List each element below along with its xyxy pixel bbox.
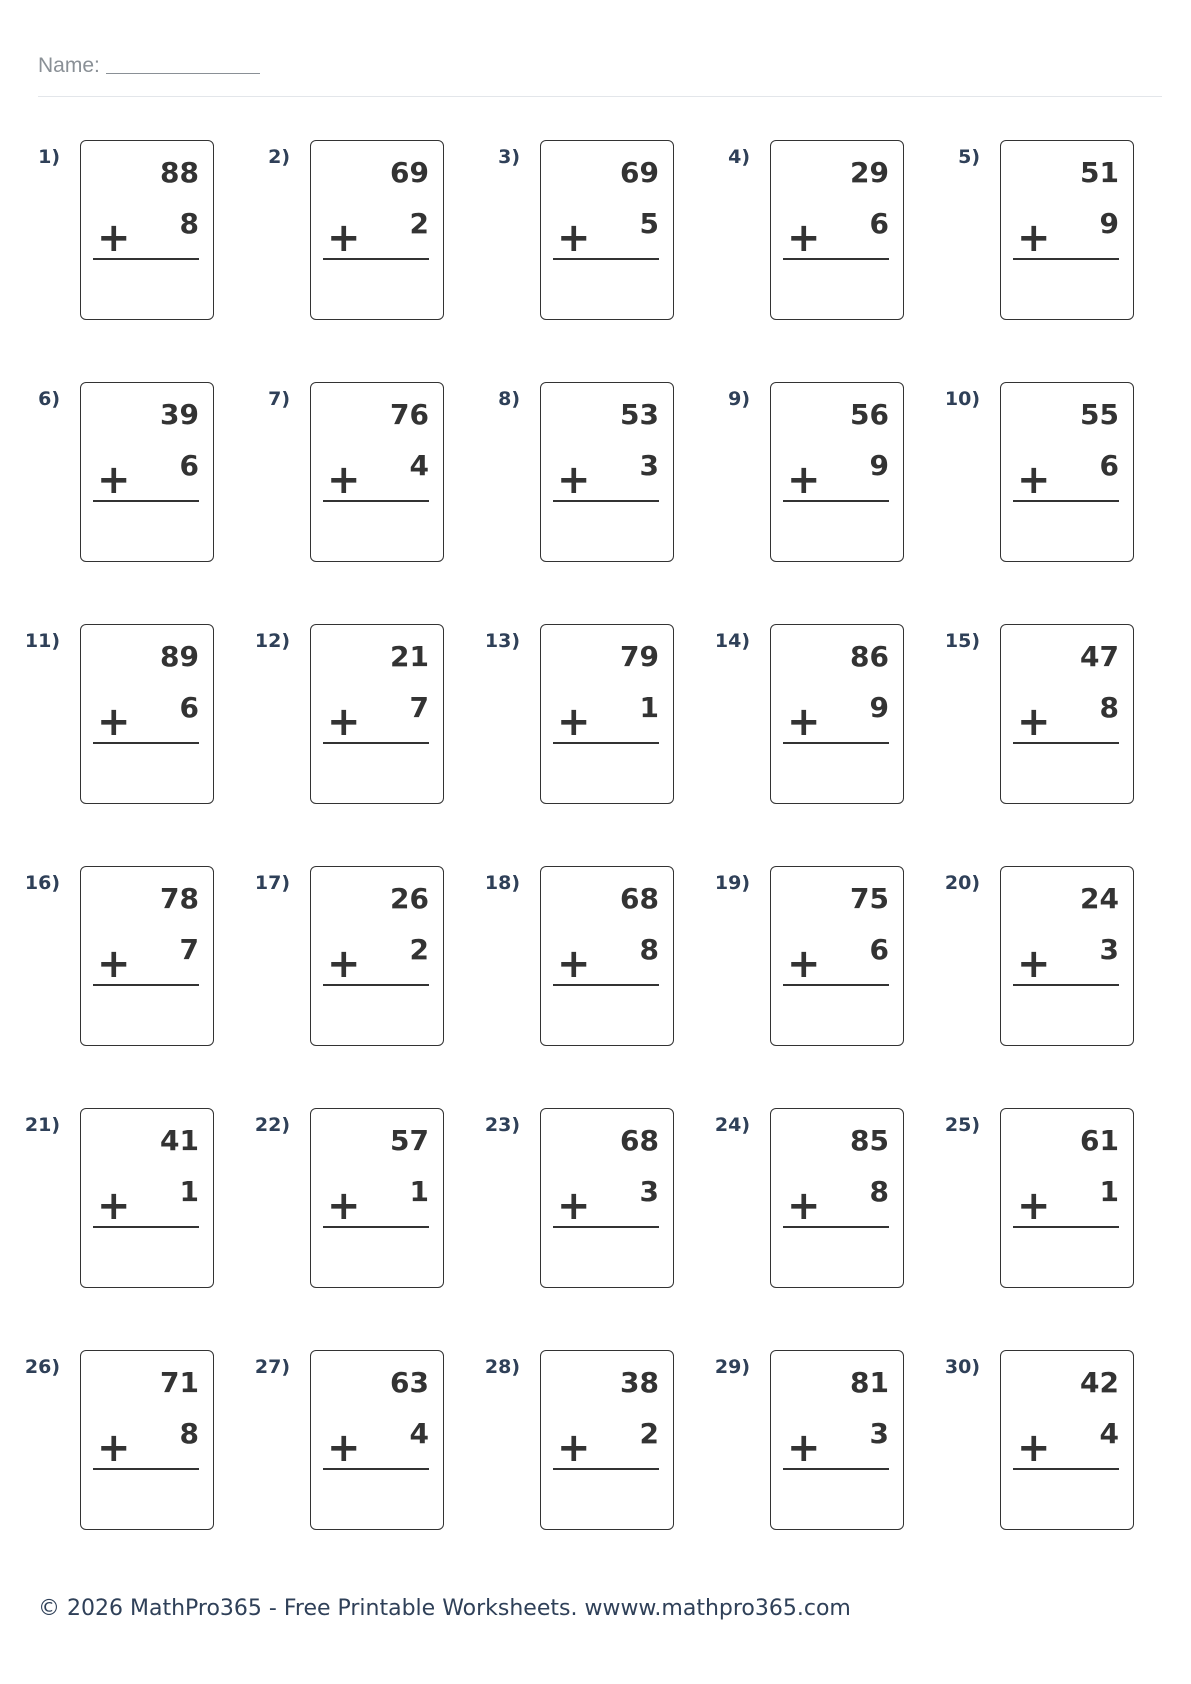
answer-line bbox=[553, 742, 659, 744]
addend-bottom: 4 bbox=[409, 449, 429, 482]
addend-bottom: 6 bbox=[179, 691, 199, 724]
addend-bottom: 2 bbox=[639, 1417, 659, 1450]
answer-line bbox=[323, 258, 429, 260]
problem-item bbox=[690, 1098, 890, 1288]
plus-sign: + bbox=[557, 1425, 591, 1471]
problem-number: 16) bbox=[24, 872, 60, 894]
plus-sign: + bbox=[97, 215, 131, 261]
problem-item bbox=[690, 1340, 890, 1530]
problem-card[interactable] bbox=[310, 866, 444, 1046]
addend-top: 41 bbox=[160, 1124, 199, 1157]
answer-line bbox=[553, 258, 659, 260]
problem-card[interactable] bbox=[310, 1108, 444, 1288]
problem-number: 27) bbox=[254, 1356, 290, 1378]
problem-number: 26) bbox=[24, 1356, 60, 1378]
addend-top: 47 bbox=[1080, 640, 1119, 673]
answer-line bbox=[93, 1226, 199, 1228]
answer-line bbox=[323, 984, 429, 986]
problem-item bbox=[460, 372, 660, 562]
problem-item bbox=[920, 856, 1120, 1046]
addend-top: 56 bbox=[850, 398, 889, 431]
problem-card[interactable] bbox=[310, 624, 444, 804]
addend-top: 38 bbox=[620, 1366, 659, 1399]
problem-card[interactable] bbox=[310, 140, 444, 320]
addend-top: 26 bbox=[390, 882, 429, 915]
answer-line bbox=[1013, 984, 1119, 986]
problem-item bbox=[230, 856, 430, 1046]
plus-sign: + bbox=[1017, 1425, 1051, 1471]
answer-line bbox=[783, 1468, 889, 1470]
problem-number: 6) bbox=[38, 388, 60, 410]
plus-sign: + bbox=[557, 1183, 591, 1229]
addend-bottom: 1 bbox=[1099, 1175, 1119, 1208]
problem-card[interactable] bbox=[1000, 1350, 1134, 1530]
problem-card[interactable] bbox=[1000, 140, 1134, 320]
problem-item bbox=[0, 856, 200, 1046]
addend-top: 85 bbox=[850, 1124, 889, 1157]
problem-item bbox=[0, 1340, 200, 1530]
problem-card[interactable] bbox=[80, 1108, 214, 1288]
addend-top: 79 bbox=[620, 640, 659, 673]
problem-item bbox=[460, 130, 660, 320]
answer-line bbox=[553, 1226, 659, 1228]
addend-bottom: 9 bbox=[869, 449, 889, 482]
problem-card[interactable] bbox=[80, 624, 214, 804]
addend-bottom: 3 bbox=[869, 1417, 889, 1450]
addend-top: 69 bbox=[390, 156, 429, 189]
problem-item bbox=[0, 372, 200, 562]
addend-top: 61 bbox=[1080, 1124, 1119, 1157]
problem-number: 25) bbox=[944, 1114, 980, 1136]
answer-line bbox=[553, 500, 659, 502]
addend-bottom: 4 bbox=[1099, 1417, 1119, 1450]
answer-line bbox=[323, 1226, 429, 1228]
plus-sign: + bbox=[327, 215, 361, 261]
addend-top: 57 bbox=[390, 1124, 429, 1157]
problem-item bbox=[690, 130, 890, 320]
problem-number: 2) bbox=[268, 146, 290, 168]
problem-item bbox=[920, 130, 1120, 320]
addend-bottom: 1 bbox=[639, 691, 659, 724]
problem-card[interactable] bbox=[540, 866, 674, 1046]
addend-bottom: 9 bbox=[1099, 207, 1119, 240]
problem-card[interactable] bbox=[540, 624, 674, 804]
problem-card[interactable] bbox=[1000, 624, 1134, 804]
problem-number: 10) bbox=[944, 388, 980, 410]
problem-card[interactable] bbox=[770, 1350, 904, 1530]
problem-card[interactable] bbox=[80, 140, 214, 320]
addend-bottom: 4 bbox=[409, 1417, 429, 1450]
answer-line bbox=[783, 258, 889, 260]
answer-line bbox=[323, 500, 429, 502]
problem-item bbox=[920, 1340, 1120, 1530]
addend-top: 81 bbox=[850, 1366, 889, 1399]
plus-sign: + bbox=[557, 699, 591, 745]
addend-bottom: 6 bbox=[869, 207, 889, 240]
plus-sign: + bbox=[787, 215, 821, 261]
plus-sign: + bbox=[1017, 215, 1051, 261]
problem-card[interactable] bbox=[540, 1350, 674, 1530]
addend-bottom: 7 bbox=[409, 691, 429, 724]
addend-top: 68 bbox=[620, 882, 659, 915]
problem-card[interactable] bbox=[770, 1108, 904, 1288]
addend-bottom: 3 bbox=[1099, 933, 1119, 966]
answer-line bbox=[93, 742, 199, 744]
answer-line bbox=[93, 258, 199, 260]
problem-card[interactable] bbox=[310, 1350, 444, 1530]
footer-copyright: © 2026 MathPro365 - Free Printable Worksheets. wwww.mathpro365.com bbox=[38, 1596, 851, 1621]
problem-number: 3) bbox=[498, 146, 520, 168]
addend-bottom: 2 bbox=[409, 933, 429, 966]
problem-card[interactable] bbox=[310, 382, 444, 562]
answer-line bbox=[1013, 500, 1119, 502]
problem-number: 29) bbox=[714, 1356, 750, 1378]
addend-top: 24 bbox=[1080, 882, 1119, 915]
problem-card[interactable] bbox=[1000, 1108, 1134, 1288]
addend-top: 53 bbox=[620, 398, 659, 431]
answer-line bbox=[783, 742, 889, 744]
plus-sign: + bbox=[1017, 699, 1051, 745]
answer-line bbox=[323, 1468, 429, 1470]
problem-item bbox=[0, 1098, 200, 1288]
problem-number: 11) bbox=[24, 630, 60, 652]
answer-line bbox=[323, 742, 429, 744]
answer-line bbox=[783, 500, 889, 502]
problem-card[interactable] bbox=[540, 1108, 674, 1288]
answer-line bbox=[1013, 1226, 1119, 1228]
answer-line bbox=[93, 500, 199, 502]
problem-number: 8) bbox=[498, 388, 520, 410]
problem-number: 30) bbox=[944, 1356, 980, 1378]
plus-sign: + bbox=[327, 457, 361, 503]
addend-bottom: 5 bbox=[639, 207, 659, 240]
plus-sign: + bbox=[787, 1425, 821, 1471]
addend-top: 75 bbox=[850, 882, 889, 915]
answer-line bbox=[1013, 742, 1119, 744]
problem-number: 1) bbox=[38, 146, 60, 168]
problem-card[interactable] bbox=[80, 382, 214, 562]
problem-number: 12) bbox=[254, 630, 290, 652]
addend-bottom: 8 bbox=[179, 1417, 199, 1450]
addend-top: 21 bbox=[390, 640, 429, 673]
worksheet-header bbox=[38, 48, 1162, 97]
name-blank-line[interactable] bbox=[106, 73, 260, 74]
plus-sign: + bbox=[97, 457, 131, 503]
problem-item bbox=[230, 372, 430, 562]
problem-number: 22) bbox=[254, 1114, 290, 1136]
problem-card[interactable] bbox=[540, 140, 674, 320]
addend-bottom: 1 bbox=[179, 1175, 199, 1208]
addend-bottom: 3 bbox=[639, 449, 659, 482]
answer-line bbox=[553, 1468, 659, 1470]
problem-number: 17) bbox=[254, 872, 290, 894]
plus-sign: + bbox=[557, 457, 591, 503]
addend-top: 86 bbox=[850, 640, 889, 673]
problem-item bbox=[230, 1340, 430, 1530]
problem-item bbox=[0, 614, 200, 804]
problem-number: 28) bbox=[484, 1356, 520, 1378]
addend-top: 63 bbox=[390, 1366, 429, 1399]
problem-number: 9) bbox=[728, 388, 750, 410]
addend-top: 71 bbox=[160, 1366, 199, 1399]
plus-sign: + bbox=[1017, 941, 1051, 987]
plus-sign: + bbox=[787, 941, 821, 987]
problem-number: 5) bbox=[958, 146, 980, 168]
problem-number: 19) bbox=[714, 872, 750, 894]
plus-sign: + bbox=[1017, 457, 1051, 503]
addend-top: 69 bbox=[620, 156, 659, 189]
addend-bottom: 8 bbox=[639, 933, 659, 966]
problem-card[interactable] bbox=[1000, 382, 1134, 562]
problem-number: 24) bbox=[714, 1114, 750, 1136]
addend-top: 89 bbox=[160, 640, 199, 673]
answer-line bbox=[1013, 258, 1119, 260]
addend-bottom: 8 bbox=[1099, 691, 1119, 724]
answer-line bbox=[93, 1468, 199, 1470]
problem-number: 4) bbox=[728, 146, 750, 168]
problem-item bbox=[460, 856, 660, 1046]
addend-top: 51 bbox=[1080, 156, 1119, 189]
addend-bottom: 6 bbox=[1099, 449, 1119, 482]
problem-card[interactable] bbox=[80, 866, 214, 1046]
addend-top: 55 bbox=[1080, 398, 1119, 431]
addend-bottom: 3 bbox=[639, 1175, 659, 1208]
answer-line bbox=[783, 984, 889, 986]
addend-bottom: 2 bbox=[409, 207, 429, 240]
problem-number: 21) bbox=[24, 1114, 60, 1136]
plus-sign: + bbox=[327, 941, 361, 987]
addend-top: 76 bbox=[390, 398, 429, 431]
addend-top: 29 bbox=[850, 156, 889, 189]
addend-bottom: 8 bbox=[869, 1175, 889, 1208]
plus-sign: + bbox=[327, 1425, 361, 1471]
problem-item bbox=[690, 614, 890, 804]
plus-sign: + bbox=[97, 941, 131, 987]
problem-item bbox=[920, 1098, 1120, 1288]
problem-card[interactable] bbox=[1000, 866, 1134, 1046]
plus-sign: + bbox=[787, 457, 821, 503]
problem-card[interactable] bbox=[770, 866, 904, 1046]
plus-sign: + bbox=[327, 699, 361, 745]
name-label: Name: bbox=[38, 54, 100, 77]
plus-sign: + bbox=[557, 215, 591, 261]
problem-item bbox=[460, 614, 660, 804]
problem-number: 18) bbox=[484, 872, 520, 894]
addend-bottom: 6 bbox=[869, 933, 889, 966]
problem-item bbox=[460, 1098, 660, 1288]
problem-number: 13) bbox=[484, 630, 520, 652]
addend-bottom: 1 bbox=[409, 1175, 429, 1208]
problem-number: 20) bbox=[944, 872, 980, 894]
problem-item bbox=[0, 130, 200, 320]
answer-line bbox=[783, 1226, 889, 1228]
addend-top: 42 bbox=[1080, 1366, 1119, 1399]
problem-item bbox=[230, 130, 430, 320]
addend-bottom: 7 bbox=[179, 933, 199, 966]
addend-top: 68 bbox=[620, 1124, 659, 1157]
plus-sign: + bbox=[557, 941, 591, 987]
problem-card[interactable] bbox=[770, 140, 904, 320]
problem-item bbox=[230, 614, 430, 804]
addend-top: 39 bbox=[160, 398, 199, 431]
problem-item bbox=[230, 1098, 430, 1288]
plus-sign: + bbox=[97, 699, 131, 745]
addend-bottom: 6 bbox=[179, 449, 199, 482]
problem-item bbox=[460, 1340, 660, 1530]
addend-top: 88 bbox=[160, 156, 199, 189]
problem-card[interactable] bbox=[770, 624, 904, 804]
answer-line bbox=[553, 984, 659, 986]
plus-sign: + bbox=[327, 1183, 361, 1229]
addend-bottom: 8 bbox=[179, 207, 199, 240]
problem-card[interactable] bbox=[770, 382, 904, 562]
problem-card[interactable] bbox=[80, 1350, 214, 1530]
plus-sign: + bbox=[97, 1183, 131, 1229]
problem-number: 23) bbox=[484, 1114, 520, 1136]
problem-number: 15) bbox=[944, 630, 980, 652]
plus-sign: + bbox=[97, 1425, 131, 1471]
addend-bottom: 9 bbox=[869, 691, 889, 724]
problem-item bbox=[920, 614, 1120, 804]
answer-line bbox=[93, 984, 199, 986]
problem-item bbox=[920, 372, 1120, 562]
addend-top: 78 bbox=[160, 882, 199, 915]
answer-line bbox=[1013, 1468, 1119, 1470]
problem-item bbox=[690, 856, 890, 1046]
plus-sign: + bbox=[787, 1183, 821, 1229]
problem-number: 7) bbox=[268, 388, 290, 410]
problem-number: 14) bbox=[714, 630, 750, 652]
problem-card[interactable] bbox=[540, 382, 674, 562]
problem-item bbox=[690, 372, 890, 562]
plus-sign: + bbox=[787, 699, 821, 745]
plus-sign: + bbox=[1017, 1183, 1051, 1229]
